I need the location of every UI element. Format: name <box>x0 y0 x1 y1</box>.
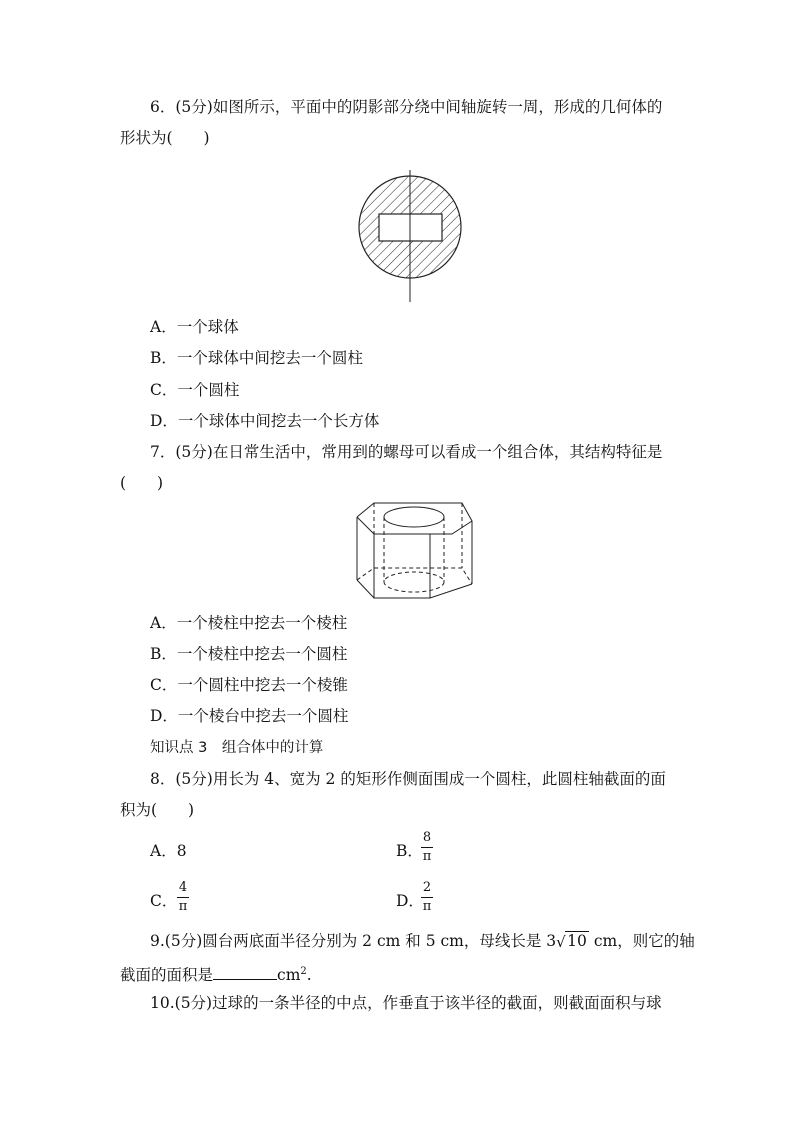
q9-period: . <box>306 966 312 985</box>
q7-option-d: D．一个棱台中挖去一个圆柱 <box>150 707 349 725</box>
q7-figure-hex-nut <box>352 500 477 604</box>
q6-figure-hatched-circle <box>355 170 465 304</box>
q8-option-b-denominator: π <box>422 849 432 864</box>
q6-option-d: D．一个球体中间挖去一个长方体 <box>150 412 380 430</box>
q8-option-d-label: D． <box>396 892 424 910</box>
q9-text-part3: 截面的面积是 <box>120 966 214 985</box>
q7-option-c: C．一个圆柱中挖去一个棱锥 <box>150 676 348 694</box>
q9-unit: cm <box>277 966 301 985</box>
q8-option-c-denominator: π <box>178 899 188 914</box>
q9-sqrt: √ 10 <box>556 932 587 951</box>
q7-text-line2: ( ) <box>120 474 164 492</box>
q9-unit-exponent: 2 <box>300 966 307 977</box>
q7-text-line1: 7．(5分)在日常生活中，常用到的螺母可以看成一个组合体，其结构特征是 <box>150 443 663 461</box>
q8-option-c-label: C． <box>150 892 178 910</box>
q7-option-a: A．一个棱柱中挖去一个棱柱 <box>150 614 348 632</box>
q6-option-c: C．一个圆柱 <box>150 381 240 399</box>
q8-option-b-fraction <box>421 830 433 864</box>
q9-text-line2 <box>120 961 312 986</box>
q8-option-d-numerator: 2 <box>422 880 432 895</box>
section-heading: 知识点 3 组合体中的计算 <box>150 740 324 756</box>
q9-radicand: 10 <box>567 932 587 950</box>
q8-option-a-value: 8 <box>176 842 187 860</box>
q9-text-line1 <box>150 930 695 952</box>
q8-text-line2: 积为( ) <box>120 801 195 819</box>
q8-option-b-numerator: 8 <box>422 830 432 845</box>
q8-text-line1: 8．(5分)用长为 4、宽为 2 的矩形作侧面围成一个圆柱，此圆柱轴截面的面 <box>150 770 666 788</box>
q8-option-d-fraction <box>421 880 433 914</box>
q8-option-a-label: A． <box>150 842 177 860</box>
q8-option-b-label: B． <box>396 842 423 860</box>
q6-text-line1: 6．(5分)如图所示，平面中的阴影部分绕中间轴旋转一周，形成的几何体的 <box>150 98 663 116</box>
q7-option-b: B．一个棱柱中挖去一个圆柱 <box>150 645 348 663</box>
q9-text-part1: 9.(5分)圆台两底面半径分别为 2 cm 和 5 cm，母线长是 3 <box>150 932 557 950</box>
q9-answer-blank[interactable] <box>213 965 277 980</box>
q6-option-a: A．一个球体 <box>150 318 239 336</box>
q8-option-c-fraction <box>177 880 189 914</box>
q10-text-line1: 10.(5分)过球的一条半径的中点，作垂直于该半径的截面，则截面面积与球 <box>150 994 662 1012</box>
q8-option-d-denominator: π <box>422 899 432 914</box>
q6-option-b: B．一个球体中间挖去一个圆柱 <box>150 349 363 367</box>
q8-option-c-numerator: 4 <box>178 880 188 895</box>
q9-text-part2: cm，则它的轴 <box>588 932 695 950</box>
q6-text-line2: 形状为( ) <box>120 129 210 147</box>
q8-option-a <box>150 840 187 862</box>
